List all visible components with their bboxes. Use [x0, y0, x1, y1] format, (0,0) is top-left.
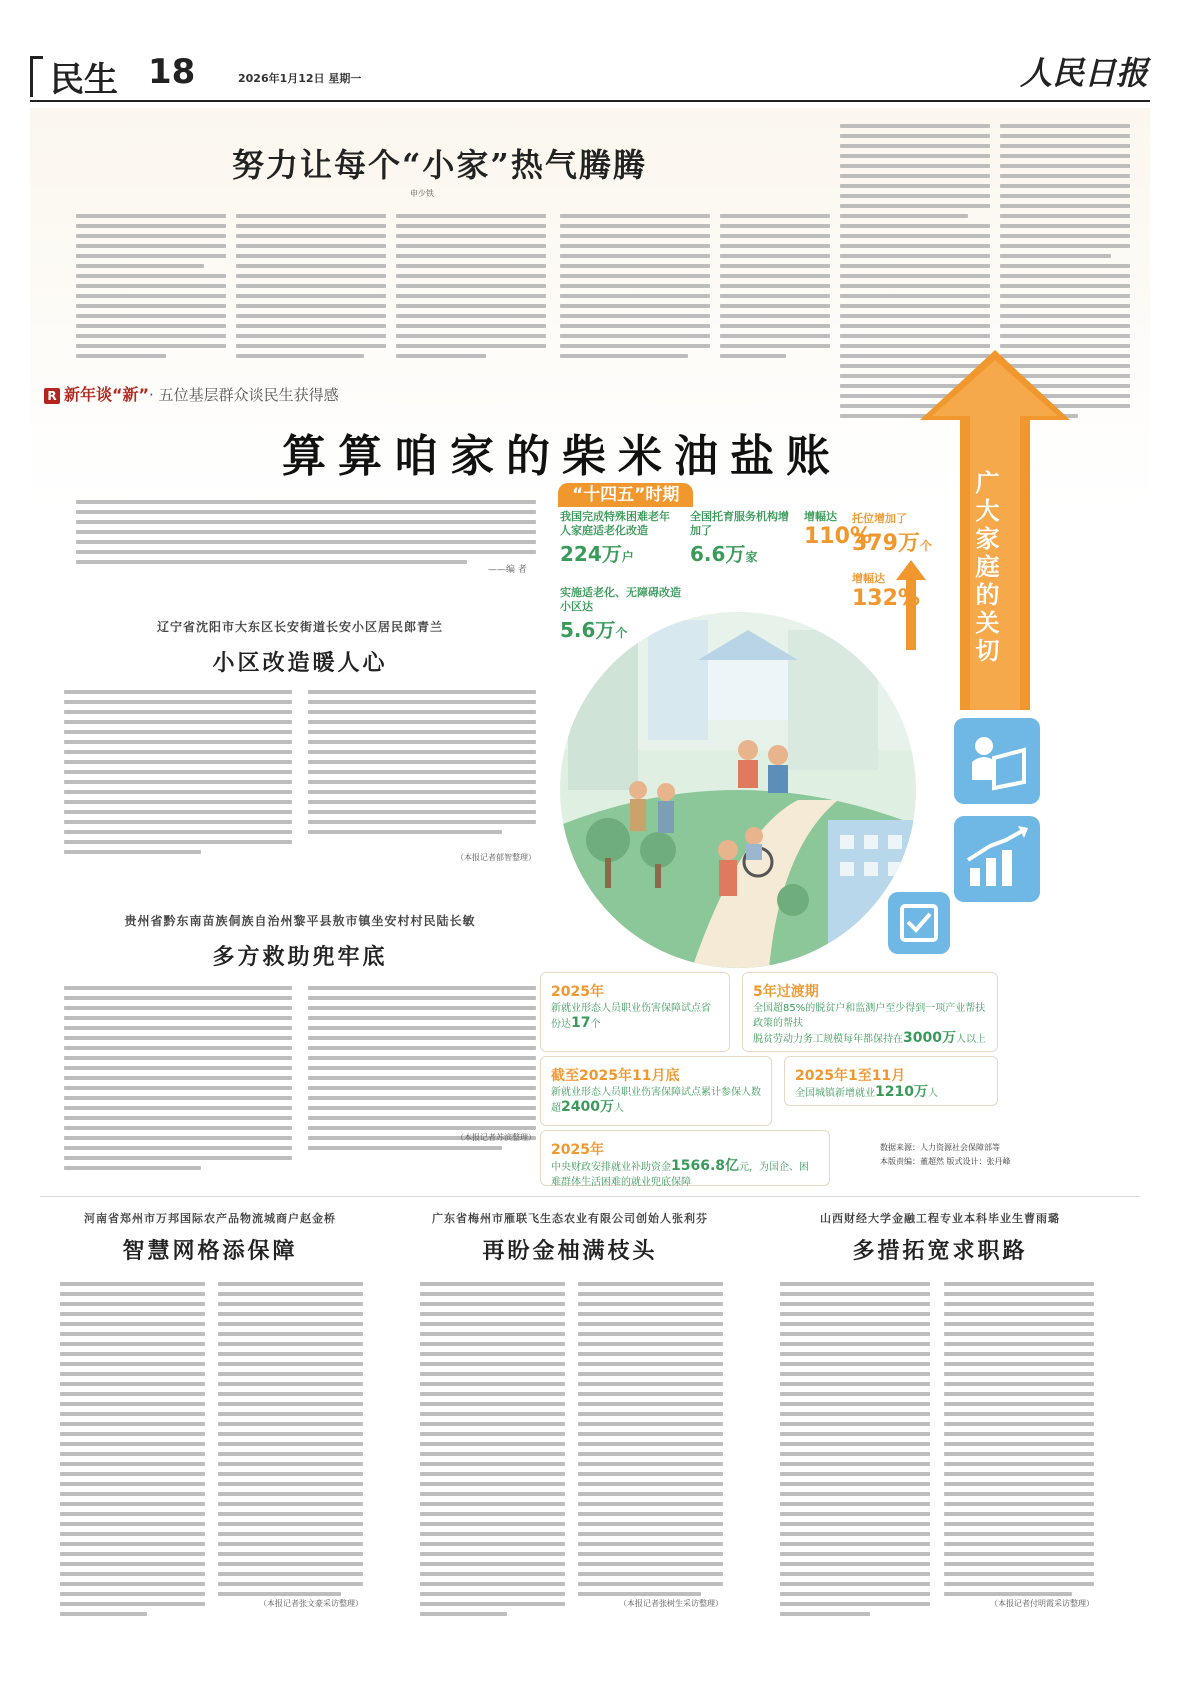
stat-slots-label: 托位增加了	[852, 512, 907, 525]
data-source: 数据来源：人力资源社会保障部等	[880, 1143, 1000, 1152]
story-1-column-2	[308, 690, 536, 840]
reading-child-icon	[954, 718, 1040, 804]
card-3-unit: 人	[613, 1103, 624, 1114]
card-1-year: 2025年	[551, 984, 604, 1000]
card-2-year: 5年过渡期	[753, 984, 819, 1000]
intro-text	[76, 500, 536, 570]
stat-childcare-value: 6.6万	[690, 542, 746, 566]
stat-elder-homes-value: 224万	[560, 542, 622, 566]
stat-childcare	[690, 510, 790, 567]
card-1-text: 新就业形态人员职业伤害保障试点省份达	[551, 1003, 711, 1030]
story-2-column-1	[64, 986, 292, 1176]
arrow-quote: “一老一小”	[935, 420, 960, 573]
story-5-credit: （本报记者付明霞采访整理）	[990, 1599, 1094, 1608]
series-badge: R	[44, 388, 60, 404]
period-label: “十四五”时期	[558, 483, 693, 507]
intro-sign: ——编 者	[488, 565, 527, 575]
card-2-unit: 人以上	[955, 1034, 986, 1045]
story-2-column-2	[308, 986, 536, 1156]
story-3-kicker: 河南省郑州市万邦国际农产品物流城商户赵金桥	[84, 1212, 336, 1225]
lead-column-2	[236, 214, 386, 364]
stat-communities-label: 实施适老化、无障碍改造小区达	[560, 586, 681, 613]
card-5-unit: 元，为国企、困难群体生活困难的就业兜底保障	[551, 1162, 810, 1188]
series-kicker-main: 新年谈“新”	[64, 385, 150, 404]
story-4-credit: （本报记者张树生采访整理）	[619, 1599, 723, 1608]
infographic-period	[558, 480, 693, 505]
story-2-credit: （本报记者苏滨整理）	[456, 1133, 536, 1142]
section-name: 民生	[50, 60, 118, 100]
story-4-column-1	[420, 1282, 565, 1622]
card-injury-pilot	[540, 972, 730, 1052]
lead-title: 努力让每个“小家”热气腾腾	[232, 146, 647, 184]
card-subsidy	[540, 1130, 830, 1186]
community-illustration	[548, 600, 928, 970]
card-5-num: 1566.8亿	[671, 1158, 740, 1174]
stat-growth-2-value: 132%	[852, 586, 920, 611]
card-4-year: 2025年1至11月	[795, 1068, 906, 1084]
card-insured	[540, 1056, 772, 1126]
story-3-column-2	[218, 1282, 363, 1602]
story-2-kicker: 贵州省黔东南苗族侗族自治州黎平县敖市镇坐安村村民陆长敏	[124, 914, 476, 928]
card-2-text2: 脱贫劳动力务工规模每年都保持在	[753, 1034, 903, 1045]
lead-byline: 申少铁	[410, 189, 434, 198]
card-4-unit: 人	[927, 1088, 938, 1099]
card-new-jobs	[784, 1056, 998, 1106]
arrow-caption: 广大家庭的关切	[971, 470, 999, 666]
card-3-num: 2400万	[561, 1099, 614, 1115]
stat-slots-value: 379万	[852, 531, 920, 556]
card-4-num: 1210万	[875, 1084, 928, 1100]
story-1-title: 小区改造暖人心	[212, 650, 388, 676]
story-3-credit: （本报记者张文豪采访整理）	[259, 1599, 363, 1608]
story-3-title: 智慧网格添保障	[122, 1238, 298, 1264]
story-5-title: 多措拓宽求职路	[852, 1238, 1028, 1264]
story-4-kicker: 广东省梅州市雁联飞生态农业有限公司创始人张利芬	[432, 1212, 708, 1225]
story-2-title: 多方救助兜牢底	[212, 944, 388, 970]
story-1-kicker: 辽宁省沈阳市大东区长安街道长安小区居民郎青兰	[156, 620, 443, 634]
bottom-section-rule	[40, 1196, 1140, 1197]
story-5-column-2	[944, 1282, 1094, 1602]
card-2-text: 全国超85%的脱贫户和监测户至少得到一项产业帮扶政策的帮扶	[753, 1003, 986, 1029]
stat-elder-homes-label: 我国完成特殊困难老年人家庭适老化改造	[560, 510, 670, 537]
lead-column-5	[720, 214, 830, 364]
issue-date: 2026年1月12日 星期一	[238, 72, 362, 85]
card-5-text: 中央财政安排就业补助资金	[551, 1162, 671, 1173]
lead-column-3	[396, 214, 546, 364]
stat-elder-homes-unit: 户	[621, 550, 634, 564]
lead-column-1	[76, 214, 226, 364]
story-4-column-2	[578, 1282, 723, 1602]
card-3-text: 新就业形态人员职业伤害保障试点累计参保人数超	[551, 1087, 761, 1114]
stat-growth-1-label: 增幅达	[804, 510, 837, 523]
stat-elder-homes	[560, 510, 680, 567]
story-4-title: 再盼金柚满枝头	[482, 1238, 658, 1264]
checkbox-icon	[888, 892, 950, 954]
stat-growth-1-value: 110%	[804, 524, 872, 549]
stat-slots	[852, 510, 932, 557]
card-4-text: 全国城镇新增就业	[795, 1088, 875, 1099]
story-1-credit: （本报记者郁智整理）	[456, 853, 536, 862]
lead-column-4	[560, 214, 710, 364]
editor-credit: 本版责编：董超然 版式设计：张丹峰	[880, 1157, 1011, 1166]
card-1-unit: 个	[590, 1019, 601, 1030]
stat-communities-unit: 个	[615, 626, 628, 640]
section-bracket	[30, 56, 43, 97]
story-5-column-1	[780, 1282, 930, 1622]
stat-slots-unit: 个	[919, 539, 932, 553]
story-5-kicker: 山西财经大学金融工程专业本科毕业生曹雨璐	[820, 1212, 1060, 1225]
card-5-year: 2025年	[551, 1142, 604, 1158]
stat-childcare-unit: 家	[745, 550, 758, 564]
series-kicker	[44, 382, 339, 405]
card-2-num: 3000万	[903, 1030, 956, 1046]
story-3-column-1	[60, 1282, 205, 1622]
stat-communities-value: 5.6万	[560, 618, 616, 642]
card-transition	[742, 972, 998, 1052]
story-1-column-1	[64, 690, 292, 860]
newspaper-logo: 人民日报	[1020, 54, 1149, 92]
card-1-num: 17	[571, 1015, 591, 1031]
main-headline: 算算咱家的柴米油盐账	[282, 431, 842, 482]
page-number: 18	[148, 52, 196, 92]
masthead-rule	[30, 100, 1150, 102]
masthead	[30, 48, 1150, 108]
stat-growth-2-label: 增幅达	[852, 572, 885, 585]
stat-childcare-label: 全国托育服务机构增加了	[690, 510, 789, 537]
bar-chart-icon	[954, 816, 1040, 902]
card-3-year: 截至2025年11月底	[551, 1068, 680, 1084]
series-kicker-sub: · 五位基层群众谈民生获得感	[149, 386, 339, 404]
